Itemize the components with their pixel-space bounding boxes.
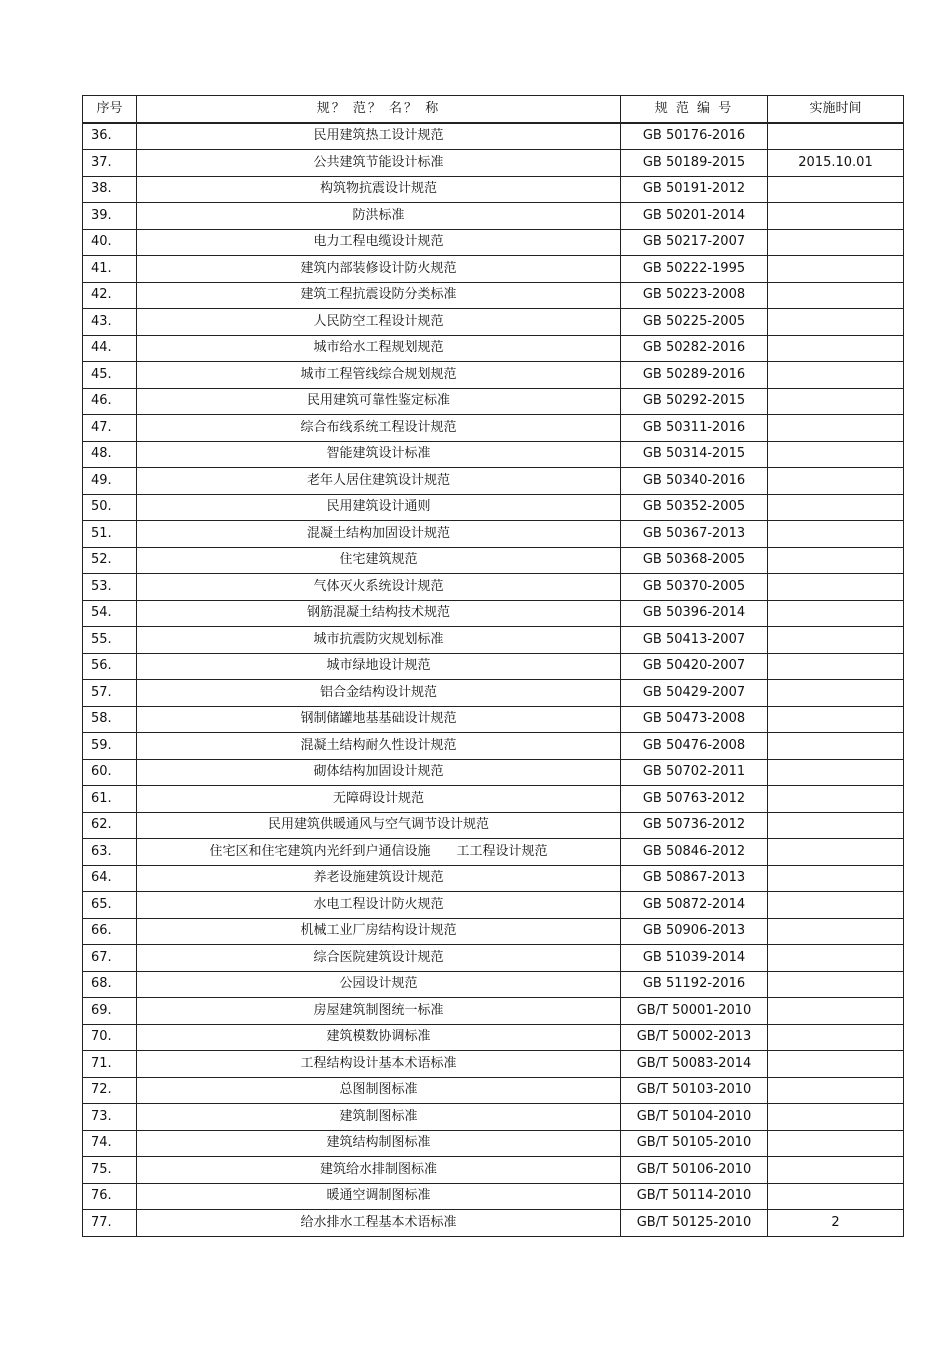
cell-date: [768, 547, 904, 574]
cell-code: GB 50476-2008: [621, 733, 768, 760]
cell-date: [768, 256, 904, 283]
table-row: [83, 865, 904, 892]
header-code: 规 范 编 号: [621, 96, 768, 123]
cell-code: GB 50225-2005: [621, 309, 768, 336]
table-row: [83, 600, 904, 627]
table-row: [83, 680, 904, 707]
cell-date: [768, 1130, 904, 1157]
cell-code: GB 50222-1995: [621, 256, 768, 283]
cell-seq: 61.: [83, 786, 137, 813]
cell-seq: 49.: [83, 468, 137, 495]
cell-name: 机械工业厂房结构设计规范: [137, 918, 621, 945]
table-row: [83, 282, 904, 309]
cell-name: 建筑制图标准: [137, 1104, 621, 1131]
cell-name: 无障碍设计规范: [137, 786, 621, 813]
table-row: [83, 150, 904, 177]
cell-name: 钢筋混凝土结构技术规范: [137, 600, 621, 627]
table-row: [83, 1077, 904, 1104]
cell-name: 老年人居住建筑设计规范: [137, 468, 621, 495]
table-row: [83, 335, 904, 362]
cell-date: [768, 1157, 904, 1184]
cell-seq: 66.: [83, 918, 137, 945]
cell-code: GB/T 50106-2010: [621, 1157, 768, 1184]
table-row: [83, 388, 904, 415]
table-row: [83, 1210, 904, 1237]
cell-name: 综合布线系统工程设计规范: [137, 415, 621, 442]
cell-code: GB 50289-2016: [621, 362, 768, 389]
table-row: [83, 1024, 904, 1051]
cell-date: [768, 600, 904, 627]
cell-code: GB 51039-2014: [621, 945, 768, 972]
cell-date: [768, 1077, 904, 1104]
cell-seq: 45.: [83, 362, 137, 389]
cell-date: [768, 1024, 904, 1051]
table-row: [83, 998, 904, 1025]
cell-date: [768, 706, 904, 733]
cell-seq: 36.: [83, 123, 137, 150]
cell-seq: 54.: [83, 600, 137, 627]
cell-seq: 70.: [83, 1024, 137, 1051]
table-row: [83, 309, 904, 336]
cell-code: GB/T 50104-2010: [621, 1104, 768, 1131]
cell-date: [768, 627, 904, 654]
cell-name: 房屋建筑制图统一标准: [137, 998, 621, 1025]
cell-code: GB/T 50105-2010: [621, 1130, 768, 1157]
cell-name: 民用建筑供暖通风与空气调节设计规范: [137, 812, 621, 839]
cell-seq: 57.: [83, 680, 137, 707]
cell-date: [768, 574, 904, 601]
cell-code: GB 50396-2014: [621, 600, 768, 627]
table-row: [83, 945, 904, 972]
cell-seq: 56.: [83, 653, 137, 680]
cell-name: 钢制储罐地基基础设计规范: [137, 706, 621, 733]
cell-seq: 62.: [83, 812, 137, 839]
cell-date: [768, 494, 904, 521]
table-row: [83, 362, 904, 389]
cell-code: GB 50413-2007: [621, 627, 768, 654]
cell-date: [768, 918, 904, 945]
cell-date: [768, 203, 904, 230]
cell-name: 建筑结构制图标准: [137, 1130, 621, 1157]
cell-code: GB 50473-2008: [621, 706, 768, 733]
cell-code: GB/T 50125-2010: [621, 1210, 768, 1237]
table-body: [83, 123, 904, 1237]
cell-date: [768, 176, 904, 203]
cell-seq: 38.: [83, 176, 137, 203]
cell-code: GB 50217-2007: [621, 229, 768, 256]
table-row: [83, 415, 904, 442]
cell-date: 2015.10.01: [768, 150, 904, 177]
cell-seq: 59.: [83, 733, 137, 760]
table-row: [83, 839, 904, 866]
header-seq: 序号: [83, 96, 137, 123]
cell-seq: 64.: [83, 865, 137, 892]
cell-date: [768, 123, 904, 150]
table-row: [83, 892, 904, 919]
cell-name: 建筑工程抗震设防分类标准: [137, 282, 621, 309]
table-row: [83, 441, 904, 468]
cell-name: 工程结构设计基本术语标准: [137, 1051, 621, 1078]
table-row: [83, 733, 904, 760]
cell-name: 城市给水工程规划规范: [137, 335, 621, 362]
cell-name: 电力工程电缆设计规范: [137, 229, 621, 256]
cell-code: GB 50191-2012: [621, 176, 768, 203]
cell-code: GB 50420-2007: [621, 653, 768, 680]
cell-code: GB 50429-2007: [621, 680, 768, 707]
cell-seq: 68.: [83, 971, 137, 998]
cell-date: [768, 971, 904, 998]
table-row: [83, 521, 904, 548]
cell-date: [768, 998, 904, 1025]
table-row: [83, 627, 904, 654]
table-row: [83, 1157, 904, 1184]
cell-code: GB 50292-2015: [621, 388, 768, 415]
cell-name: 暖通空调制图标准: [137, 1183, 621, 1210]
cell-date: [768, 441, 904, 468]
cell-name: 构筑物抗震设计规范: [137, 176, 621, 203]
cell-name: 混凝土结构耐久性设计规范: [137, 733, 621, 760]
cell-code: GB 50176-2016: [621, 123, 768, 150]
cell-name: 城市绿地设计规范: [137, 653, 621, 680]
cell-code: GB 50311-2016: [621, 415, 768, 442]
cell-name: 气体灭火系统设计规范: [137, 574, 621, 601]
table-row: [83, 468, 904, 495]
cell-name: 混凝土结构加固设计规范: [137, 521, 621, 548]
table-row: [83, 918, 904, 945]
cell-seq: 55.: [83, 627, 137, 654]
cell-name: 民用建筑可靠性鉴定标准: [137, 388, 621, 415]
cell-code: GB/T 50114-2010: [621, 1183, 768, 1210]
cell-date: [768, 892, 904, 919]
cell-name: 总图制图标准: [137, 1077, 621, 1104]
cell-seq: 47.: [83, 415, 137, 442]
cell-name: 人民防空工程设计规范: [137, 309, 621, 336]
cell-date: [768, 786, 904, 813]
cell-date: [768, 653, 904, 680]
cell-name: 建筑模数协调标准: [137, 1024, 621, 1051]
cell-name: 建筑给水排制图标准: [137, 1157, 621, 1184]
cell-seq: 58.: [83, 706, 137, 733]
cell-seq: 40.: [83, 229, 137, 256]
table-row: [83, 1130, 904, 1157]
cell-name: 城市工程管线综合规划规范: [137, 362, 621, 389]
cell-seq: 67.: [83, 945, 137, 972]
cell-date: [768, 945, 904, 972]
cell-name: 民用建筑热工设计规范: [137, 123, 621, 150]
cell-seq: 42.: [83, 282, 137, 309]
cell-code: GB 50368-2005: [621, 547, 768, 574]
cell-code: GB 50736-2012: [621, 812, 768, 839]
table-row: [83, 759, 904, 786]
cell-code: GB/T 50083-2014: [621, 1051, 768, 1078]
cell-seq: 65.: [83, 892, 137, 919]
cell-code: GB 50906-2013: [621, 918, 768, 945]
table-row: [83, 1183, 904, 1210]
cell-code: GB/T 50001-2010: [621, 998, 768, 1025]
cell-seq: 50.: [83, 494, 137, 521]
cell-seq: 69.: [83, 998, 137, 1025]
cell-date: [768, 680, 904, 707]
table-row: [83, 1051, 904, 1078]
cell-date: [768, 362, 904, 389]
cell-date: [768, 282, 904, 309]
cell-seq: 60.: [83, 759, 137, 786]
cell-code: GB 50282-2016: [621, 335, 768, 362]
cell-seq: 51.: [83, 521, 137, 548]
cell-code: GB 50340-2016: [621, 468, 768, 495]
cell-date: [768, 388, 904, 415]
cell-seq: 71.: [83, 1051, 137, 1078]
table-row: [83, 494, 904, 521]
cell-seq: 37.: [83, 150, 137, 177]
cell-seq: 48.: [83, 441, 137, 468]
cell-seq: 75.: [83, 1157, 137, 1184]
cell-seq: 73.: [83, 1104, 137, 1131]
cell-code: GB 50872-2014: [621, 892, 768, 919]
cell-seq: 63.: [83, 839, 137, 866]
cell-seq: 52.: [83, 547, 137, 574]
cell-date: [768, 229, 904, 256]
cell-seq: 72.: [83, 1077, 137, 1104]
table-row: [83, 229, 904, 256]
cell-name: 智能建筑设计标准: [137, 441, 621, 468]
cell-code: GB 51192-2016: [621, 971, 768, 998]
cell-date: [768, 309, 904, 336]
cell-date: [768, 865, 904, 892]
cell-name: 住宅区和住宅建筑内光纤到户通信设施 工工程设计规范: [137, 839, 621, 866]
cell-name: 给水排水工程基本术语标准: [137, 1210, 621, 1237]
table-row: [83, 547, 904, 574]
cell-name: 养老设施建筑设计规范: [137, 865, 621, 892]
cell-seq: 41.: [83, 256, 137, 283]
cell-name: 住宅建筑规范: [137, 547, 621, 574]
cell-date: [768, 839, 904, 866]
cell-code: GB/T 50002-2013: [621, 1024, 768, 1051]
cell-code: GB 50702-2011: [621, 759, 768, 786]
cell-code: GB 50201-2014: [621, 203, 768, 230]
table-row: [83, 256, 904, 283]
cell-name: 砌体结构加固设计规范: [137, 759, 621, 786]
cell-seq: 44.: [83, 335, 137, 362]
table-row: [83, 706, 904, 733]
cell-seq: 46.: [83, 388, 137, 415]
cell-seq: 39.: [83, 203, 137, 230]
header-date: 实施时间: [768, 96, 904, 123]
cell-date: [768, 521, 904, 548]
table-row: [83, 653, 904, 680]
cell-code: GB 50367-2013: [621, 521, 768, 548]
cell-name: 防洪标准: [137, 203, 621, 230]
header-name: 规？ 范？ 名？ 称: [137, 96, 621, 123]
cell-date: [768, 468, 904, 495]
table-row: [83, 203, 904, 230]
cell-name: 建筑内部装修设计防火规范: [137, 256, 621, 283]
table-row: [83, 123, 904, 150]
cell-date: [768, 733, 904, 760]
table-row: [83, 786, 904, 813]
cell-date: [768, 759, 904, 786]
cell-seq: 53.: [83, 574, 137, 601]
cell-name: 公园设计规范: [137, 971, 621, 998]
cell-date: [768, 415, 904, 442]
cell-seq: 76.: [83, 1183, 137, 1210]
table-row: [83, 176, 904, 203]
cell-code: GB 50223-2008: [621, 282, 768, 309]
cell-name: 综合医院建筑设计规范: [137, 945, 621, 972]
cell-date: [768, 1051, 904, 1078]
cell-code: GB 50370-2005: [621, 574, 768, 601]
table-row: [83, 1104, 904, 1131]
cell-seq: 74.: [83, 1130, 137, 1157]
cell-code: GB 50763-2012: [621, 786, 768, 813]
table-header-row: [83, 96, 904, 123]
cell-date: [768, 1183, 904, 1210]
cell-name: 城市抗震防灾规划标准: [137, 627, 621, 654]
cell-code: GB 50846-2012: [621, 839, 768, 866]
cell-name: 公共建筑节能设计标准: [137, 150, 621, 177]
cell-code: GB/T 50103-2010: [621, 1077, 768, 1104]
cell-date: [768, 812, 904, 839]
cell-name: 民用建筑设计通则: [137, 494, 621, 521]
cell-date: 2: [768, 1210, 904, 1237]
cell-seq: 77.: [83, 1210, 137, 1237]
cell-name: 铝合金结构设计规范: [137, 680, 621, 707]
cell-date: [768, 335, 904, 362]
cell-date: [768, 1104, 904, 1131]
cell-code: GB 50352-2005: [621, 494, 768, 521]
cell-code: GB 50189-2015: [621, 150, 768, 177]
standards-table: [82, 95, 904, 1237]
table-row: [83, 574, 904, 601]
cell-code: GB 50867-2013: [621, 865, 768, 892]
cell-seq: 43.: [83, 309, 137, 336]
table-row: [83, 812, 904, 839]
cell-code: GB 50314-2015: [621, 441, 768, 468]
table-row: [83, 971, 904, 998]
cell-name: 水电工程设计防火规范: [137, 892, 621, 919]
